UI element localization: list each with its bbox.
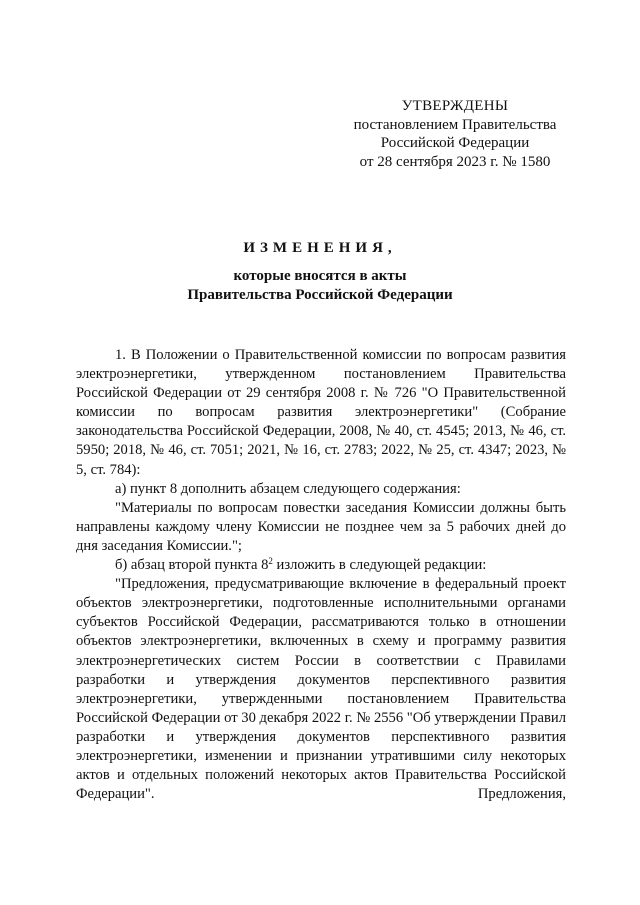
paragraph-5: "Предложения, предусматривающие включение в федеральный проект объектов электроэнергетики, подготовленные исполнительными органами субъектов Российской Федерации, рассматриваются только в отношении объектов электроэнергетики, включенных в схему и программу развития электроэнергетических систем России в соответствии с Правилами разработки и утверждения документов перспективного развития электроэнергетики, утвержденными постановлением Правительства Российской Федерации от 30 декабря 2022 г. № 2556 "Об утверждении Правил разработки и утверждения документов перспективного развития электроэнергетики, изменении и признании утратившими силу некоторых актов и отдельных положений некоторых актов Правительства Российской Федерации". Предложения, bbox=[76, 576, 566, 803]
document-heading bbox=[0, 238, 640, 305]
paragraph-2: а) пункт 8 дополнить абзацем следующего содержания: bbox=[115, 480, 461, 497]
paragraph-4-end: изложить в следующей редакции: bbox=[272, 557, 487, 574]
document-body bbox=[76, 346, 566, 804]
subtitle-line-2: Правительства Российской Федерации bbox=[187, 287, 453, 303]
paragraph-4 bbox=[76, 556, 566, 575]
document-subtitle bbox=[0, 267, 640, 305]
paragraph-1: 1. В Положении о Правительственной комиссии по вопросам развития электроэнергетики, утвержденном постановлением Правительства Российской Федерации от 29 сентября 2008 г. № 726 "О Правительственной комиссии по вопросам развития электроэнергетики" (Собрание законодательства Российской Федерации, 2008, № 40, ст. 4545; 2013, № 46, ст. 5950; 2018, № 46, ст. 7051; 2021, № 16, ст. 2783; 2022, № 25, ст. 4347; 2023, № 5, ст. 784): bbox=[76, 347, 566, 478]
paragraph-4-superscript: 2 bbox=[268, 556, 273, 567]
approval-title: УТВЕРЖДЕНЫ bbox=[401, 98, 509, 114]
approval-line-2: Российской Федерации bbox=[380, 135, 530, 151]
paragraph-3: "Материалы по вопросам повестки заседания Комиссии должны быть направлены каждому члену Комиссии не позднее чем за 5 рабочих дней до дня заседания Комиссии."; bbox=[76, 499, 566, 554]
approval-line-3: от 28 сентября 2023 г. № 1580 bbox=[359, 153, 551, 170]
paragraph-4-start: б) абзац второй пункта 8 bbox=[115, 557, 269, 574]
subtitle-line-1: которые вносятся в акты bbox=[233, 268, 407, 284]
approval-line-1: постановлением Правительства bbox=[353, 116, 557, 133]
approval-stamp bbox=[330, 97, 580, 171]
document-title: ИЗМЕНЕНИЯ, bbox=[243, 240, 397, 256]
